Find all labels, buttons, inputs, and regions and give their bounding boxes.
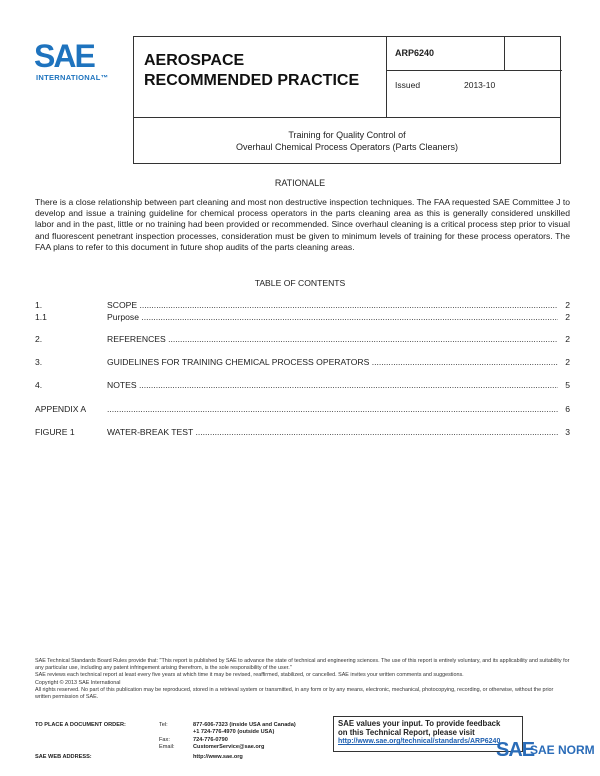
web-label: SAE WEB ADDRESS: (35, 754, 92, 760)
sae-norm-watermark (494, 737, 600, 767)
fax-label: Fax: (159, 736, 170, 743)
web-link[interactable]: http://www.sae.org (193, 754, 243, 760)
header-divider (504, 37, 505, 70)
header-divider (386, 70, 562, 71)
toc-entry[interactable] (35, 300, 570, 311)
toc-number: APPENDIX A (35, 404, 87, 414)
copyright: Copyright © 2013 SAE International (35, 679, 121, 686)
toc-title: GUIDELINES FOR TRAINING CHEMICAL PROCESS OPERATORS ..... (107, 357, 558, 368)
toc-title (107, 404, 558, 415)
tel-label: Tel: (159, 722, 168, 728)
feedback-line-2: on this Technical Report, please visit (338, 728, 475, 737)
toc-page: 2 (565, 312, 570, 322)
toc-page: 3 (565, 427, 570, 437)
document-type-title (144, 51, 359, 91)
document-number: ARP6240 (395, 48, 435, 58)
watermark-text: SAE NORM (530, 743, 595, 757)
tel-outside[interactable]: +1 724-776-4970 (outside USA) (193, 729, 275, 736)
subject-line-2: Overhaul Chemical Process Operators (Parts Cleaners) (235, 142, 459, 152)
toc-page: 6 (565, 404, 570, 414)
toc-number: 3. (35, 357, 43, 367)
toc-page: 2 (565, 334, 570, 344)
feedback-line-1: SAE values your input. To provide feedback (338, 719, 501, 728)
toc-page: 5 (565, 380, 570, 390)
toc-title: Purpose ..... (107, 312, 558, 323)
fine-print-rules: SAE Technical Standards Board Rules provide that: "This report is published by SAE to advance the state of technical and engineering sciences. The use of this report is entirely voluntary, and its applicability and suitability for any particular use, including any patent infringement arising therefrom, is the sole responsibility of the user." (35, 658, 570, 672)
legal-fine-print (35, 658, 570, 701)
toc-title: SCOPE ..... (107, 300, 558, 311)
toc-heading: TABLE OF CONTENTS (254, 278, 346, 288)
title-line-1: AEROSPACE (144, 52, 245, 69)
logo-mark: SAE (34, 38, 94, 74)
issued-date: 2013-10 (464, 80, 496, 90)
document-header-box (133, 36, 561, 164)
header-divider (134, 117, 560, 118)
issued-label: Issued (395, 80, 421, 90)
watermark-logo: SAE (496, 739, 535, 761)
toc-entry[interactable] (35, 380, 570, 391)
toc-entry[interactable] (35, 357, 570, 368)
toc-entry[interactable] (35, 312, 570, 323)
document-subject (134, 129, 560, 153)
toc-page: 2 (565, 357, 570, 367)
sae-logo (34, 40, 116, 84)
fine-print-review: SAE reviews each technical report at least every five years at which time it may be revised, reaffirmed, stabilized, or cancelled. SAE invites your written comments and suggestions. (35, 672, 464, 679)
fax-number: 724-776-0790 (193, 736, 228, 743)
rationale-heading: RATIONALE (274, 178, 326, 188)
feedback-link[interactable]: http://www.sae.org/technical/standards/ARP6240 (338, 738, 501, 745)
toc-entry[interactable] (35, 334, 570, 345)
tel-inside[interactable]: 877-606-7323 (inside USA and Canada) (193, 722, 296, 728)
title-line-2: RECOMMENDED PRACTICE (144, 72, 360, 89)
toc-number: 4. (35, 380, 43, 390)
toc-number: 1.1 (35, 312, 47, 322)
email-label: Email: (159, 743, 175, 750)
toc-title: WATER-BREAK TEST ..... (107, 427, 558, 438)
toc-number: FIGURE 1 (35, 427, 75, 437)
email-link[interactable]: CustomerService@sae.org (193, 743, 265, 750)
order-label: TO PLACE A DOCUMENT ORDER: (35, 722, 126, 728)
toc-number: 1. (35, 300, 43, 310)
rationale-paragraph: There is a close relationship between part cleaning and most non destructive inspection techniques. The FAA requested SAE Committee J to develop and issue a training guideline for chemical process operators in the parts cleaning area as this is generally considered unskilled labor and in the past, little or no training had been provided or recommended. Since overhaul cleaning is a critical process step prior to visual and fluorescent penetrant inspection processes, consideration must be given to minimum levels of training for these process operators. The FAA plans to refer to this document in future shop audits of the parts cleaning areas. (35, 197, 570, 252)
toc-title: NOTES ..... (107, 380, 558, 391)
subject-line-1: Training for Quality Control of (288, 130, 406, 140)
toc-entry[interactable] (35, 404, 570, 415)
rights-reserved: All rights reserved. No part of this publication may be reproduced, stored in a retrieval system or transmitted, in any form or by any means, electronic, mechanical, photocopying, recording, or otherwise, without the prior written permission of SAE. (35, 686, 554, 701)
toc-entry[interactable] (35, 427, 570, 438)
toc-page: 2 (565, 300, 570, 310)
toc-title: REFERENCES ..... (107, 334, 558, 345)
toc-number: 2. (35, 334, 43, 344)
logo-subtitle: INTERNATIONAL™ (36, 73, 109, 82)
header-divider (386, 37, 387, 117)
